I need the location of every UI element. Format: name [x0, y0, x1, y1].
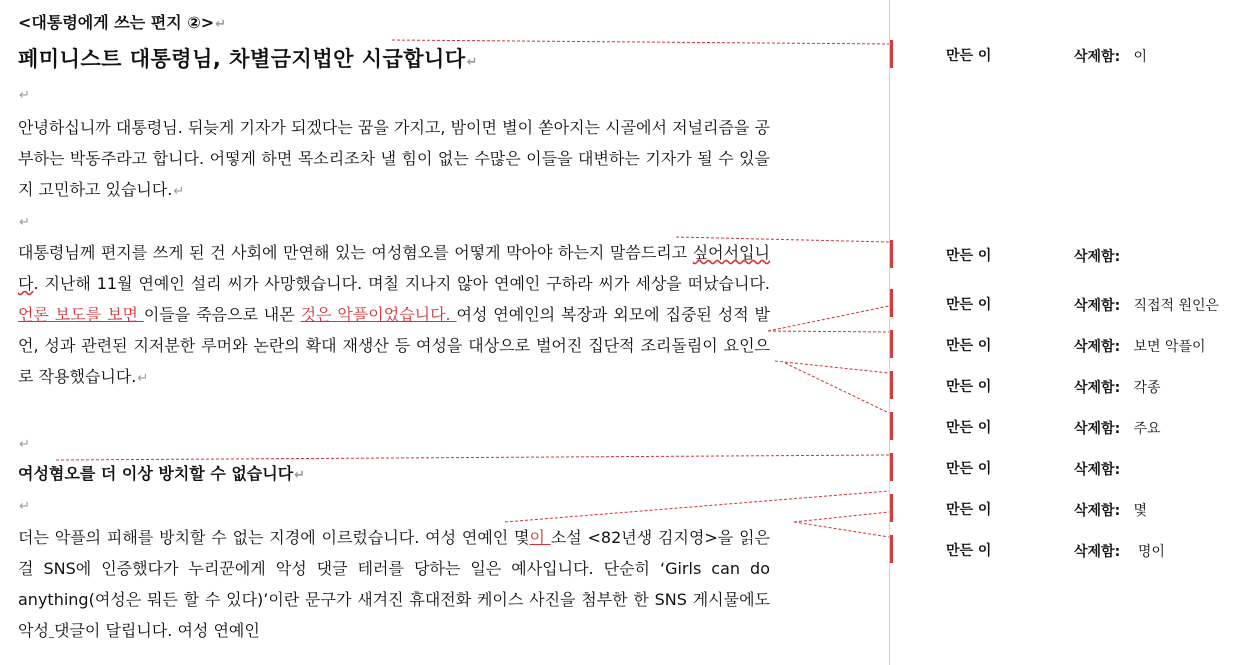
revision-bar — [890, 535, 893, 563]
paragraph-mark: ↵ — [173, 184, 185, 199]
spellcheck-flagged-text: 싶어서입니다 — [18, 243, 770, 293]
tracked-insertion: 것은 악플이었습니다. — [300, 305, 457, 324]
revision-bar — [890, 240, 893, 268]
deleted-text: 주요 — [1129, 421, 1161, 437]
revision-balloon[interactable] — [890, 330, 1241, 358]
revision-author: 만든 이 — [946, 461, 992, 477]
section-heading: 여성혐오를 더 이상 방치할 수 없습니다↵ — [18, 464, 306, 483]
revision-balloon[interactable] — [890, 535, 1241, 563]
empty-paragraph: ↵ — [19, 499, 30, 514]
revision-bar — [890, 412, 893, 440]
empty-paragraph: ↵ — [19, 215, 30, 230]
deleted-label: 삭제함: — [1074, 462, 1121, 478]
revision-balloon[interactable] — [890, 40, 1241, 68]
revision-bar — [890, 40, 893, 68]
revision-balloon[interactable] — [890, 240, 1241, 268]
revision-author: 만든 이 — [946, 420, 992, 436]
revision-author: 만든 이 — [946, 543, 992, 559]
markup-pane — [890, 0, 1241, 665]
revision-author: 만든 이 — [946, 248, 992, 264]
empty-paragraph: ↵ — [19, 437, 30, 452]
paragraph-reason: 대통령님께 편지를 쓰게 된 건 사회에 만연해 있는 여성혐오를 어떻게 막아야 하는지 말씀드리고 싶어서입니다. 지난해 11월 연예인 설리 씨가 사망했습니다. 며칠 지나지 않아 연예인 구하라 씨가 세상을 떠났습니다. 언론 보도를 보면 이들을 죽음으로 내몬 것은 악플이었습니다. 여성 연예인의 복장과 외모에 집중된 성적 발언, 성과 관련된 지저분한 루머와 논란의 확대 재생산 등 여성을 대상으로 벌어진 집단적 조리돌림이 요인으로 작용했습니다.↵ — [18, 243, 770, 386]
revision-balloon[interactable] — [890, 412, 1241, 440]
empty-paragraph: ↵ — [19, 88, 30, 103]
revision-balloon[interactable] — [890, 289, 1241, 317]
revision-bar — [890, 453, 893, 481]
deleted-label: 삭제함: — [1074, 544, 1121, 560]
deleted-label: 삭제함: — [1074, 380, 1121, 396]
revision-balloon[interactable] — [890, 371, 1241, 399]
deleted-text: 보면 악플이 — [1129, 339, 1206, 355]
deleted-text: 몇 — [1129, 503, 1147, 519]
paragraph-mark: ↵ — [294, 468, 306, 483]
revision-balloon[interactable] — [890, 494, 1241, 522]
deleted-text: 직접적 원인은 — [1129, 298, 1220, 314]
letter-label: <대통령에게 쓰는 편지 ②>↵ — [18, 13, 227, 32]
paragraph-mark: ↵ — [137, 371, 149, 386]
revision-author: 만든 이 — [946, 48, 992, 64]
paragraph-mark: ↵ — [215, 17, 227, 32]
revision-bar — [890, 371, 893, 399]
document-title: 페미니스트 대통령님, 차별금지법안 시급합니다↵ — [18, 47, 479, 71]
deleted-label: 삭제함: — [1074, 249, 1121, 265]
deleted-text: 각종 — [1129, 380, 1161, 396]
revision-bar — [890, 330, 893, 358]
revision-bar — [890, 494, 893, 522]
deleted-text: 명이 — [1129, 544, 1165, 560]
deleted-label: 삭제함: — [1074, 503, 1121, 519]
paragraph-harm: 더는 악플의 피해를 방치할 수 없는 지경에 이르렀습니다. 여성 연예인 몇이 소설 <82년생 김지영>을 읽은 걸 SNS에 인증했다가 누리꾼에게 악성 댓글 테러를 당하는 일은 예사입니다. 단순히 ‘Girls can do anything(여성은 뭐든 할 수 있다)’이란 문구가 새겨진 휴대전화 케이스 사진을 첨부한 한 SNS 게시물에도 악성 댓글이 달립니다. 여성 연예인 — [18, 528, 770, 640]
deleted-label: 삭제함: — [1074, 49, 1121, 65]
tracked-insertion: 이 — [529, 528, 551, 547]
revision-author: 만든 이 — [946, 297, 992, 313]
deleted-label: 삭제함: — [1074, 339, 1121, 355]
revision-author: 만든 이 — [946, 502, 992, 518]
deleted-label: 삭제함: — [1074, 298, 1121, 314]
revision-author: 만든 이 — [946, 338, 992, 354]
deleted-text: 이 — [1129, 49, 1147, 65]
deleted-label: 삭제함: — [1074, 421, 1121, 437]
revision-author: 만든 이 — [946, 379, 992, 395]
paragraph-intro: 안녕하십니까 대통령님. 뒤늦게 기자가 되겠다는 꿈을 가지고, 밤이면 별이 쏟아지는 시골에서 저널리즘을 공부하는 박동주라고 합니다. 어떻게 하면 목소리조차 낼 힘이 없는 수많은 이들을 대변하는 기자가 될 수 있을지 고민하고 있습니다.↵ — [18, 118, 770, 199]
revision-bar — [890, 289, 893, 317]
revision-balloon[interactable] — [890, 453, 1241, 481]
tracked-insertion: 언론 보도를 보면 — [18, 305, 144, 324]
paragraph-mark: ↵ — [466, 55, 479, 70]
